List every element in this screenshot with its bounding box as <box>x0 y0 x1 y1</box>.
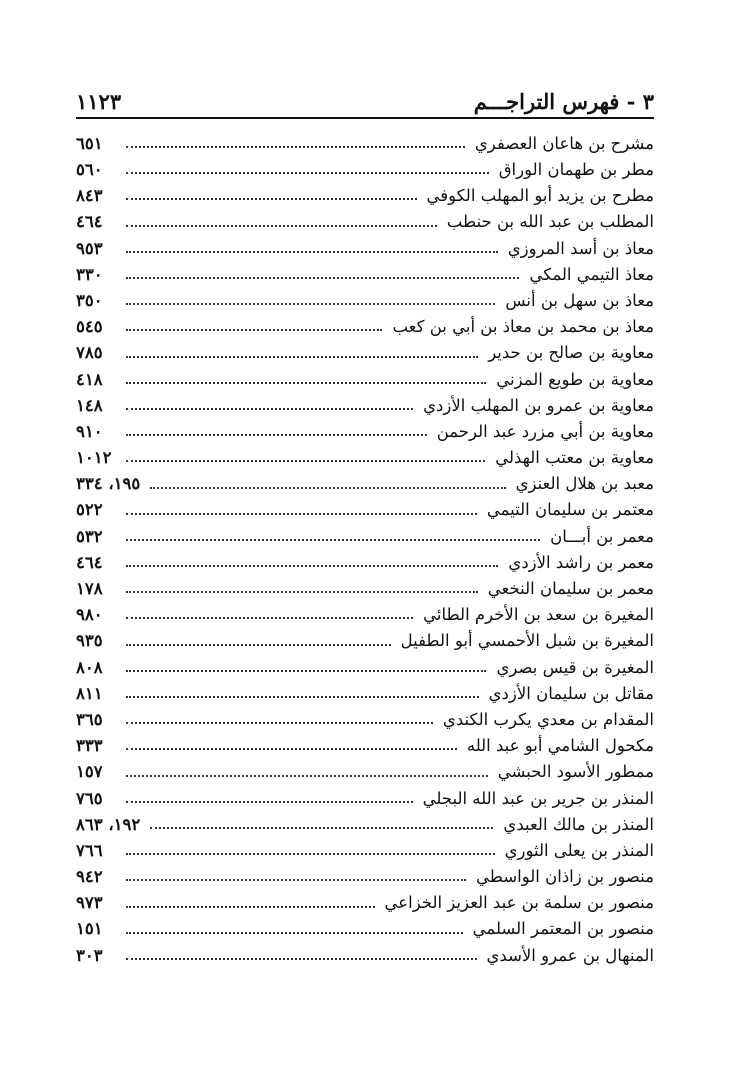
dot-leader <box>126 906 375 908</box>
index-entry <box>76 890 654 916</box>
entry-name: معاذ بن محمد بن معاذ بن أبي بن كعب <box>392 317 654 337</box>
dot-leader <box>126 277 519 279</box>
header-divider <box>76 117 654 119</box>
entry-pages: ٨١١ <box>76 683 103 703</box>
entry-pages: ٧٦٦ <box>76 840 103 860</box>
index-entry <box>76 629 654 655</box>
index-entry <box>76 131 654 157</box>
index-entry <box>76 524 654 550</box>
entry-pages: ٥٤٥ <box>76 317 103 337</box>
entry-pages: ١٥٧ <box>76 762 103 782</box>
entry-pages: ١٩٢، ٨٦٣ <box>76 814 141 834</box>
entry-name: معمر بن راشد الأزدي <box>508 552 654 572</box>
entry-name: معمر بن سليمان النخعي <box>487 579 654 599</box>
dot-leader <box>126 539 540 541</box>
entry-name: معاوية بن طويع المزني <box>496 369 654 389</box>
entry-name: المنذر بن جرير بن عبد الله البجلي <box>422 788 654 808</box>
entry-pages: ٣٣٠ <box>76 264 103 284</box>
dot-leader <box>126 146 465 148</box>
index-entry <box>76 943 654 969</box>
dot-leader <box>126 434 427 436</box>
section-title: ٣ - فهرس التراجـــم <box>473 89 654 114</box>
dot-leader <box>126 670 486 672</box>
index-entry <box>76 393 654 419</box>
index-entry <box>76 262 654 288</box>
entry-pages: ١٠١٢ <box>76 448 112 468</box>
entry-pages: ٩٧٣ <box>76 893 103 913</box>
index-entry <box>76 183 654 209</box>
index-entry <box>76 236 654 262</box>
entry-pages: ٤١٨ <box>76 369 103 389</box>
dot-leader <box>126 801 413 803</box>
dot-leader <box>126 408 413 410</box>
dot-leader <box>126 853 495 855</box>
page-header <box>76 80 654 116</box>
entry-pages: ١٧٨ <box>76 579 103 599</box>
dot-leader <box>126 225 437 227</box>
dot-leader <box>126 644 391 646</box>
dot-leader <box>126 932 463 934</box>
dot-leader <box>126 172 489 174</box>
entry-name: منصور بن زاذان الواسطي <box>476 867 654 887</box>
entry-name: معاذ التيمي المكي <box>529 264 654 284</box>
entry-pages: ٨٠٨ <box>76 657 103 677</box>
dot-leader <box>126 696 479 698</box>
index-entry <box>76 157 654 183</box>
entry-name: المغيرة بن سعد بن الأخرم الطائي <box>423 605 654 625</box>
entry-name: معاوية بن عمرو بن المهلب الأزدي <box>423 395 654 415</box>
dot-leader <box>126 382 486 384</box>
index-entry <box>76 864 654 890</box>
entry-name: معاذ بن أسد المروزي <box>507 238 654 258</box>
index-entry <box>76 210 654 236</box>
index-entry <box>76 550 654 576</box>
entry-pages: ١٤٨ <box>76 395 103 415</box>
entry-name: المطلب بن عبد الله بن حنطب <box>446 212 654 232</box>
entry-pages: ٣٦٥ <box>76 709 103 729</box>
entry-name: معاذ بن سهل بن أنس <box>505 290 654 310</box>
index-entry <box>76 471 654 497</box>
dot-leader <box>126 303 495 305</box>
dot-leader <box>126 748 457 750</box>
entry-pages: ١٩٥، ٣٣٤ <box>76 474 141 494</box>
page-number: ١١٢٣ <box>76 89 122 114</box>
dot-leader <box>126 617 413 619</box>
entry-name: المنهال بن عمرو الأسدي <box>486 945 654 965</box>
entry-pages: ٩٥٣ <box>76 238 103 258</box>
entry-name: معمر بن أبـــان <box>550 526 654 546</box>
entry-pages: ٥٣٢ <box>76 526 103 546</box>
dot-leader <box>126 251 498 253</box>
index-entry <box>76 367 654 393</box>
entry-name: المقدام بن معدي يكرب الكندي <box>442 709 654 729</box>
index-entry <box>76 707 654 733</box>
entry-pages: ٥٦٠ <box>76 160 103 180</box>
entry-pages: ٣٥٠ <box>76 290 103 310</box>
entry-pages: ٩١٠ <box>76 421 103 441</box>
index-entry <box>76 760 654 786</box>
entry-pages: ١٥١ <box>76 919 103 939</box>
dot-leader <box>126 722 433 724</box>
entry-name: مكحول الشامي أبو عبد الله <box>466 736 654 756</box>
entry-name: المغيرة بن شبل الأحمسي أبو الطفيل <box>400 631 654 651</box>
biography-index-list <box>76 131 654 969</box>
index-entry <box>76 655 654 681</box>
index-entry <box>76 917 654 943</box>
index-entry <box>76 838 654 864</box>
dot-leader <box>126 958 477 960</box>
entry-name: معاوية بن أبي مزرد عبد الرحمن <box>436 421 654 441</box>
dot-leader <box>126 329 382 331</box>
dot-leader <box>126 356 478 358</box>
dot-leader <box>126 198 417 200</box>
index-entry <box>76 733 654 759</box>
entry-name: منصور بن سلمة بن عبد العزيز الخزاعي <box>384 893 654 913</box>
entry-name: معاوية بن صالح بن حدير <box>488 343 654 363</box>
entry-pages: ٣٠٣ <box>76 945 103 965</box>
index-entry <box>76 602 654 628</box>
index-entry <box>76 786 654 812</box>
entry-pages: ٩٨٠ <box>76 605 103 625</box>
entry-pages: ٦٥١ <box>76 133 103 153</box>
entry-name: مقاتل بن سليمان الأزدي <box>488 683 654 703</box>
entry-name: معاوية بن معتب الهذلي <box>495 448 654 468</box>
dot-leader <box>150 487 505 489</box>
index-entry <box>76 419 654 445</box>
index-entry <box>76 341 654 367</box>
entry-name: المنذر بن يعلى الثوري <box>504 840 654 860</box>
index-entry <box>76 314 654 340</box>
entry-name: معبد بن هلال العنزي <box>515 474 654 494</box>
dot-leader <box>150 827 493 829</box>
index-entry <box>76 498 654 524</box>
entry-pages: ٤٦٤ <box>76 552 103 572</box>
index-entry <box>76 576 654 602</box>
entry-pages: ٩٤٢ <box>76 867 103 887</box>
entry-pages: ٥٢٢ <box>76 500 103 520</box>
index-entry <box>76 812 654 838</box>
dot-leader <box>126 460 485 462</box>
dot-leader <box>126 775 488 777</box>
dot-leader <box>126 513 477 515</box>
entry-name: ممطور الأسود الحبشي <box>497 762 654 782</box>
entry-name: مشرح بن هاعان العصفري <box>474 133 654 153</box>
entry-pages: ٣٣٣ <box>76 736 103 756</box>
entry-name: المنذر بن مالك العبدي <box>503 814 654 834</box>
dot-leader <box>126 879 466 881</box>
index-entry <box>76 445 654 471</box>
entry-name: المغيرة بن قيس بصري <box>496 657 654 677</box>
entry-pages: ٨٤٣ <box>76 186 103 206</box>
entry-pages: ٧٨٥ <box>76 343 103 363</box>
index-entry <box>76 681 654 707</box>
dot-leader <box>126 591 478 593</box>
entry-name: منصور بن المعتمر السلمي <box>472 919 654 939</box>
entry-name: معتمر بن سليمان التيمي <box>486 500 654 520</box>
entry-pages: ٩٣٥ <box>76 631 103 651</box>
dot-leader <box>126 565 498 567</box>
entry-name: مطر بن طهمان الوراق <box>498 160 654 180</box>
entry-name: مطرح بن يزيد أبو المهلب الكوفي <box>426 186 654 206</box>
index-entry <box>76 288 654 314</box>
entry-pages: ٤٦٤ <box>76 212 103 232</box>
entry-pages: ٧٦٥ <box>76 788 103 808</box>
